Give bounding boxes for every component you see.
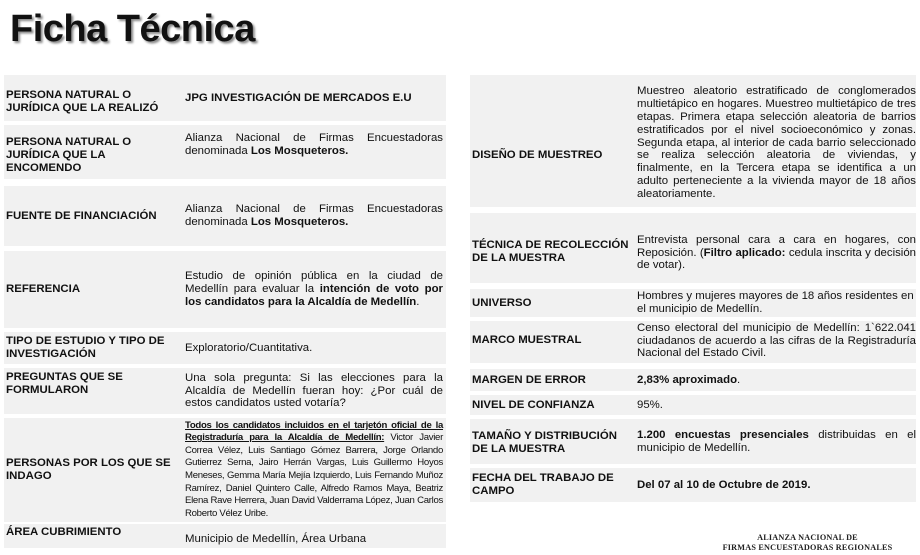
value-text: Estudio de opinión pública en la ciudad de Medellín para evaluar la [185, 270, 443, 296]
row-label: FECHA DEL TRABAJO DE CAMPO [472, 472, 614, 497]
row-value: 95%. [637, 398, 663, 411]
row-value: Del 07 al 10 de Octubre de 2019. [637, 478, 811, 491]
row-label: NIVEL DE CONFIANZA [472, 398, 595, 411]
row-label: PERSONAS POR LOS QUE SE INDAGO [6, 457, 171, 482]
row-value [183, 251, 445, 328]
row-value [635, 423, 918, 461]
row-value [635, 233, 918, 273]
row-label: MARCO MUESTRAL [472, 333, 582, 346]
row-value [635, 289, 918, 317]
row-value [183, 125, 445, 165]
value-emphasis: Los Mosqueteros. [250, 145, 349, 157]
row-label: TÉCNICA DE RECOLECCIÓN DE LA MUESTRA [472, 239, 629, 264]
value-emphasis: Filtro aplicado: [703, 246, 786, 259]
row-label: FUENTE DE FINANCIACIÓN [6, 209, 157, 222]
row-label: ÁREA CUBRIMIENTO [6, 525, 122, 538]
value-text: Entrevista personal cara a cara en hogares, con Reposición. ( [637, 233, 916, 259]
row-label: DISEÑO DE MUESTREO [472, 148, 603, 161]
page-title: Ficha Técnica [10, 8, 255, 50]
value-text: distribuidas en el municipio de Medellín. [637, 429, 916, 454]
value-emphasis: 1.200 encuestas presenciales [637, 429, 809, 442]
footer-logo-line: ALIANZA NACIONAL DE [757, 533, 858, 542]
row-value: Municipio de Medellín, Área Urbana [185, 532, 367, 545]
value-text: Victor Javier Correa Vélez, Luis Santiago Gómez Barrera, Jorge Orlando Gutierrez Serna, Jairo Herrán Vargas, Luis Guillermo Hoyos Meneses, Gemma María Mejía Izquierdo, Luis Fernando Muñoz Ramírez, Daniel Quintero Calle, Alfredo Ramos Maya, Beatriz Elena Rave Herrera, Juan David Valderrama López, Juan Carlos Roberto Vélez Uribe. [185, 432, 443, 519]
footer-logo [700, 533, 915, 552]
row-value [635, 85, 918, 201]
row-value: JPG INVESTIGACIÓN DE MERCADOS E.U [185, 91, 412, 104]
row-label: TAMAÑO Y DISTRIBUCIÓN DE LA MUESTRA [472, 429, 617, 455]
value-text: . [737, 373, 741, 386]
value-text: . [416, 295, 420, 308]
value-text: cedula inscrita y decisión de votar). [637, 246, 916, 272]
value-emphasis: Todos los candidatos incluidos en el tarjetón oficial de la Registraduría para la Alcaldía de Medellín: [185, 419, 443, 444]
value-emphasis: Los Mosqueteros. [250, 216, 349, 228]
value-text: Hombres y mujeres mayores de 18 años residentes en el municipio de Medellín. [637, 290, 914, 315]
row-label: TIPO DE ESTUDIO Y TIPO DE INVESTIGACIÓN [6, 335, 165, 360]
row-label: PERSONA NATURAL O JURÍDICA QUE LA REALIZÓ [6, 89, 159, 114]
row-value [183, 186, 445, 246]
row-label: PREGUNTAS QUE SE FORMULARON [6, 371, 123, 396]
row-value: Exploratorio/Cuantitativa. [185, 341, 313, 354]
footer-logo-line: FIRMAS ENCUESTADORAS REGIONALES [722, 542, 893, 552]
value-emphasis: 2,83% aproximado [637, 373, 738, 386]
value-text: Muestreo aleatorio estratificado de conglomerados multietápico en hogares. Muestreo multietápico de tres etapas. Primera etapa selección aleatoria de barrios estratificados por el nivel socioeconómico y zonas. Segunda etapa, al interior de cada barrio seleccionado se realiza selección aleatoria de viviendas, y finalmente, en la Tercera etapa se identifica a un adulto perteneciente a la vivienda mayor de 18 años aleatoriamente. [637, 85, 916, 200]
value-text: Alianza Nacional de Firmas Encuestadoras denominada [185, 203, 443, 228]
row-value [635, 369, 918, 391]
row-value [635, 321, 918, 361]
row-label: REFERENCIA [6, 283, 81, 295]
value-text: Alianza Nacional de Firmas Encuestadoras denominada [185, 132, 443, 157]
value-text: Censo electoral del municipio de Medellín: 1`622.041 ciudadanos de acuerdo a las cifras de la Registraduría Nacional del Estado Civil. [637, 321, 916, 360]
row-label: PERSONA NATURAL O JURÍDICA QUE LA ENCOMENDO [6, 135, 132, 174]
value-emphasis: intención de voto por los candidatos para la Alcaldía de Medellín [185, 283, 443, 308]
row-label: MARGEN DE ERROR [472, 373, 586, 386]
row-value [183, 368, 445, 414]
value-text: Una sola pregunta: Si las elecciones para la Alcaldía de Medellín fueran hoy: ¿Por cuál de estos candidatos usted votaría? [185, 371, 443, 410]
row-value [183, 418, 445, 522]
row-label: UNIVERSO [472, 296, 532, 309]
